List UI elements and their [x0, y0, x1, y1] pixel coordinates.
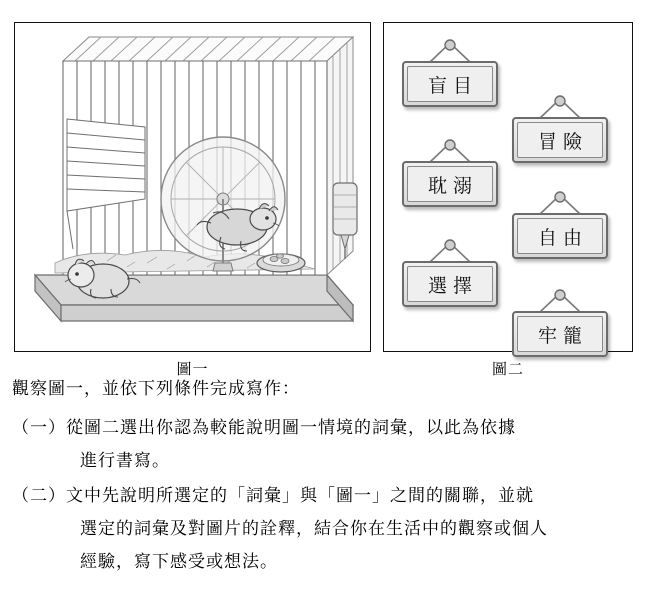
word-sign-label: 自由: [517, 218, 603, 254]
hanger-hook-5: [402, 239, 498, 263]
figure-one-frame: [14, 22, 371, 352]
word-sign-mangmu[interactable]: [402, 61, 498, 107]
word-sign-label: 選擇: [407, 266, 493, 302]
instruction-item-2-text: [66, 479, 637, 578]
instruction-item-1-line-1: 從圖二選出你認為較能說明圖一情境的詞彙，以此為依據: [66, 418, 516, 437]
word-sign-danni[interactable]: [402, 161, 498, 207]
instruction-item-2-marker: （二）: [12, 486, 66, 505]
figures-region: [0, 10, 647, 378]
hanger-hook-6: [512, 289, 608, 313]
hanger-hook-1: [402, 39, 498, 63]
word-sign-label: 牢籠: [517, 316, 603, 352]
hamster-cage-illustration: [15, 23, 370, 351]
hanger-hook-3: [402, 139, 498, 163]
instruction-item-2: [12, 479, 637, 578]
instruction-item-2-line-1: 文中先說明所選定的「詞彙」與「圖一」之間的關聯，並就: [66, 486, 534, 505]
instruction-item-1-line-2: 進行書寫。: [80, 451, 170, 470]
word-sign-label: 耽溺: [407, 166, 493, 202]
hanger-hook-2: [512, 95, 608, 119]
word-sign-label: 冒險: [517, 122, 603, 158]
instruction-item-1-text: [66, 411, 637, 477]
instruction-item-1-marker: （一）: [12, 418, 66, 437]
word-sign-label: 盲目: [407, 66, 493, 102]
instructions-block: [12, 372, 637, 580]
figure-two-frame: [383, 22, 633, 352]
instruction-item-1: [12, 411, 637, 477]
word-sign-maoxian[interactable]: [512, 117, 608, 163]
figure-two-caption: 圖二: [491, 362, 524, 378]
word-sign-ziyou[interactable]: [512, 213, 608, 259]
hanger-hook-4: [512, 191, 608, 215]
instructions-intro: 觀察圖一，並依下列條件完成寫作：: [12, 379, 300, 398]
word-sign-laolong[interactable]: [512, 311, 608, 357]
figure-one-caption: 圖一: [176, 362, 209, 378]
instruction-item-2-line-3: 經驗，寫下感受或想法。: [80, 552, 278, 571]
word-sign-xuanze[interactable]: [402, 261, 498, 307]
instruction-item-2-line-2: 選定的詞彙及對圖片的詮釋，結合你在生活中的觀察或個人: [80, 519, 548, 538]
